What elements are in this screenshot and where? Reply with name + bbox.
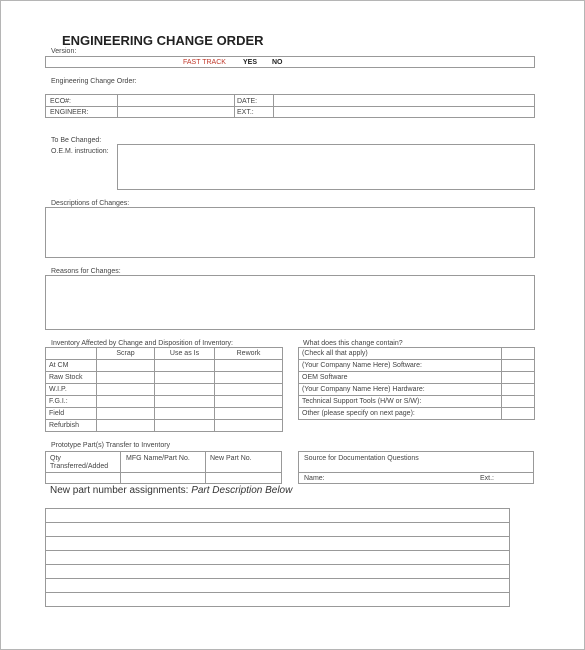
engineer-label: ENGINEER: xyxy=(50,109,89,116)
part-line[interactable] xyxy=(45,606,509,607)
row-label: (Check all that apply) xyxy=(299,348,502,360)
table-row xyxy=(46,360,283,372)
table-cell[interactable] xyxy=(155,408,215,420)
row-label: Raw Stock xyxy=(46,372,97,384)
part-line[interactable] xyxy=(45,508,509,509)
row-label: OEM Software xyxy=(299,372,502,384)
check-cell[interactable] xyxy=(502,360,535,372)
yes-option[interactable]: YES xyxy=(243,59,258,66)
row-label: (Your Company Name Here) Hardware: xyxy=(299,384,502,396)
row-label: Field xyxy=(46,408,97,420)
row-label: W.I.P. xyxy=(46,384,97,396)
fast-track-label: FAST TRACK xyxy=(183,59,226,66)
row-label: (Your Company Name Here) Software: xyxy=(299,360,502,372)
table-row xyxy=(299,396,535,408)
part-line[interactable] xyxy=(45,522,509,523)
to-be-changed-label: To Be Changed: xyxy=(51,137,102,144)
table-header-row xyxy=(46,348,283,360)
version-label: Version: xyxy=(51,48,77,55)
name-field[interactable] xyxy=(328,473,476,483)
new-part-label: New Part No. xyxy=(210,455,252,462)
table-row xyxy=(299,384,535,396)
oem-instruction-field[interactable] xyxy=(117,144,535,190)
table-cell[interactable] xyxy=(215,360,283,372)
descriptions-field[interactable] xyxy=(45,207,535,258)
name-label: Name: xyxy=(304,475,325,482)
new-parts-heading-text: New part number assignments: xyxy=(50,485,189,496)
table-cell[interactable] xyxy=(97,384,155,396)
reasons-label: Reasons for Changes: xyxy=(51,268,121,275)
part-line[interactable] xyxy=(45,550,509,551)
table-cell[interactable] xyxy=(215,384,283,396)
table-cell[interactable] xyxy=(215,420,283,432)
ext-label: EXT.: xyxy=(237,109,254,116)
table-cell[interactable] xyxy=(97,408,155,420)
table-header: Use as Is xyxy=(155,348,215,360)
prototype-heading: Prototype Part(s) Transfer to Inventory xyxy=(51,442,171,449)
check-cell[interactable] xyxy=(502,384,535,396)
row-label: At CM xyxy=(46,360,97,372)
documentation-source-label: Source for Documentation Questions xyxy=(304,455,419,462)
table-cell[interactable] xyxy=(97,396,155,408)
eco-number-field[interactable] xyxy=(118,95,233,106)
table-row xyxy=(299,408,535,420)
new-parts-heading-italic: Part Description Below xyxy=(191,485,293,496)
table-row xyxy=(299,348,535,360)
eco-number-label: ECO#: xyxy=(50,98,72,105)
table-cell[interactable] xyxy=(215,372,283,384)
table-cell[interactable] xyxy=(97,420,155,432)
oem-instruction-label: O.E.M. instruction: xyxy=(51,148,109,155)
table-row xyxy=(299,372,535,384)
check-cell[interactable] xyxy=(502,408,535,420)
table-row xyxy=(299,360,535,372)
table-header xyxy=(46,348,97,360)
no-option[interactable]: NO xyxy=(272,59,283,66)
eco-section-label: Engineering Change Order: xyxy=(51,78,137,85)
row-label: Other (please specify on next page): xyxy=(299,408,502,420)
part-line[interactable] xyxy=(45,536,509,537)
mfg-part-field[interactable] xyxy=(121,473,204,483)
table-row xyxy=(46,396,283,408)
engineer-field[interactable] xyxy=(118,107,233,118)
table-row xyxy=(46,408,283,420)
row-label: Refurbish xyxy=(46,420,97,432)
doc-ext-label: Ext.: xyxy=(480,475,495,482)
reasons-field[interactable] xyxy=(45,275,535,330)
inventory-heading: Inventory Affected by Change and Disposition of Inventory: xyxy=(51,340,233,347)
date-label: DATE: xyxy=(237,98,258,105)
check-cell[interactable] xyxy=(502,396,535,408)
part-line[interactable] xyxy=(45,592,509,593)
doc-ext-field[interactable] xyxy=(498,473,532,483)
check-cell[interactable] xyxy=(502,348,535,360)
ext-field[interactable] xyxy=(274,107,534,118)
part-line[interactable] xyxy=(45,564,509,565)
table-cell[interactable] xyxy=(155,372,215,384)
contains-table xyxy=(298,347,535,420)
table-row xyxy=(46,384,283,396)
table-cell[interactable] xyxy=(155,420,215,432)
qty-label: Qty xyxy=(50,455,61,462)
table-header: Rework xyxy=(215,348,283,360)
form-title: ENGINEERING CHANGE ORDER xyxy=(62,33,264,48)
table-cell[interactable] xyxy=(97,372,155,384)
contains-heading: What does this change contain? xyxy=(303,340,403,347)
qty-label: Transferred/Added xyxy=(50,463,109,470)
table-cell[interactable] xyxy=(155,396,215,408)
inventory-table xyxy=(45,347,283,432)
row-label: F.G.I.: xyxy=(46,396,97,408)
qty-field[interactable] xyxy=(46,473,119,483)
date-field[interactable] xyxy=(274,95,534,106)
divider xyxy=(234,94,235,118)
table-row xyxy=(46,420,283,432)
table-row xyxy=(46,372,283,384)
mfg-part-label: MFG Name/Part No. xyxy=(126,455,190,462)
table-cell[interactable] xyxy=(215,408,283,420)
new-part-field[interactable] xyxy=(206,473,281,483)
part-line[interactable] xyxy=(45,578,509,579)
new-parts-heading xyxy=(50,485,292,496)
table-cell[interactable] xyxy=(97,360,155,372)
row-label: Technical Support Tools (H/W or S/W): xyxy=(299,396,502,408)
divider xyxy=(509,508,510,607)
table-cell[interactable] xyxy=(155,360,215,372)
version-field[interactable] xyxy=(45,56,535,68)
descriptions-label: Descriptions of Changes: xyxy=(51,200,130,207)
table-cell[interactable] xyxy=(155,384,215,396)
table-cell[interactable] xyxy=(215,396,283,408)
check-cell[interactable] xyxy=(502,372,535,384)
table-header: Scrap xyxy=(97,348,155,360)
